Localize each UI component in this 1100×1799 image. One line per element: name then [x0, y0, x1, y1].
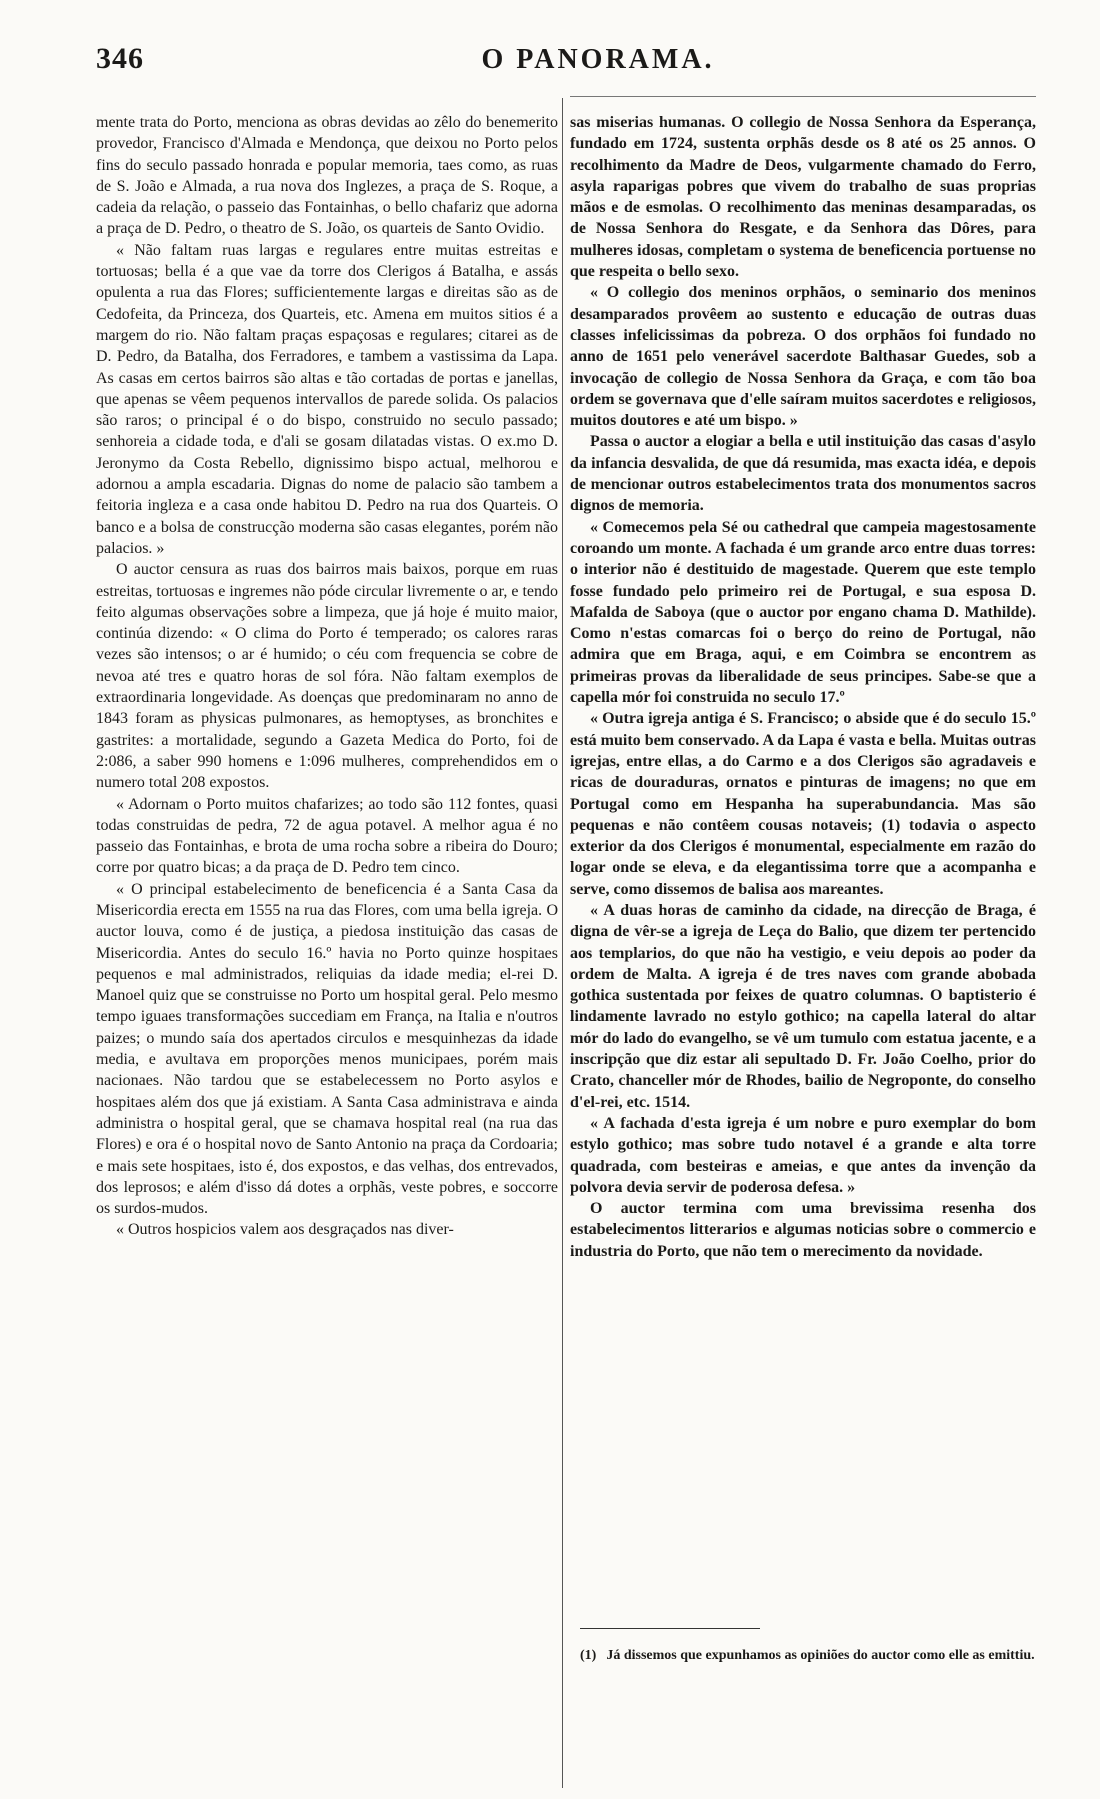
paragraph: « Outros hospicios valem aos desgraçados nas diver- — [116, 1221, 454, 1239]
paragraph: « O collegio dos meninos orphãos, o seminario dos meninos desamparados provêem ao sustento e educação de outras duas classes infelicissimas da pobreza. O dos orphãos foi fundado no anno de 1651 pelo venerável sacerdote Balthasar Guedes, sob a invocação de collegio de Nossa Senhora da Graça, e com tão boa ordem se governava que d'elle saíram muitos sacerdotes e religiosos, muitos doutores e até um bispo. » — [570, 284, 1036, 430]
paragraph: « Outra igreja antiga é S. Francisco; o abside que é do seculo 15.º está muito bem conservado. A da Lapa é vasta e bella. Muitas outras igrejas, entre ellas, a do Carmo e a dos Clerigos são agradaveis e ricas de douraduras, ornatos e pinturas de imagens; no que em Portugal como em Hespanha ha superabundancia. Mas são pequenas e não contêem cousas notaveis; (1) todavia o aspecto exterior da dos Clerigos é monumental, especialmente em razão do logar onde se eleva, e da elegantissima torre que a acompanha e serve, como dissemos de balisa aos mareantes. — [570, 710, 1036, 898]
paragraph: O auctor termina com uma brevissima resenha dos estabelecimentos litterarios e algumas noticias sobre o commercio e industria do Porto, que não tem o merecimento da novidade. — [570, 1200, 1036, 1260]
paragraph: « A fachada d'esta igreja é um nobre e puro exemplar do bom estylo gothico; mas sobre tudo notavel é a grande e alta torre quadrada, com besteiras e ameias, e que antes da invenção da polvora devia servir de poderosa defesa. » — [570, 1114, 1036, 1196]
paragraph: « A duas horas de caminho da cidade, na direcção de Braga, é digna de vêr-se a igreja de Leça do Balio, que dizem ter pertencido aos templarios, do que não ha vestigio, e veiu depois ao poder da ordem de Malta. A igreja é de tres naves com grande abobada gothica sustentada por feixes de quatro columnas. O baptisterio é lindamente lavrado no estylo gothico; na capella lateral do altar mór do lado do evangelho, se vê um tumulo com estatua jacente, e a inscripção que diz estar ali sepultado D. Fr. João Coelho, prior do Crato, chanceller mór de Rhodes, bailio de Negroponte, do conselho d'el-rei, etc. 1514. — [570, 901, 1036, 1111]
journal-title: O PANORAMA. — [481, 44, 715, 75]
paragraph: « Adornam o Porto muitos chafarizes; ao todo são 112 fontes, quasi todas construidas de pedra, 72 de agua potavel. A melhor agua é no passeio das Fontainhas, e brota de uma rocha sobre a ribeira do Douro; corre por quatro bicas; a da praça de D. Pedro tem cinco. — [96, 795, 558, 877]
footnote-text: Já dissemos que expunhamos as opiniões do auctor como elle as emittiu. — [606, 1648, 1035, 1663]
left-column — [96, 112, 558, 1241]
paragraph: O auctor censura as ruas dos bairros mais baixos, porque em ruas estreitas, tortuosas e ingremes não póde circular livremente o ar, e tendo feito algumas observações sobre a limpeza, que já hoje é muito maior, continúa dizendo: « O clima do Porto é temperado; os calores raras vezes são intensos; o ar é humido; o céu com frequencia se cobre de nevoa até tres e quatro horas de sol fóra. Não faltam exemplos de extraordinaria longevidade. As doenças que predominaram no anno de 1843 foram as physicas pulmonares, as hemoptyses, as bronchites e gastrites: a mortalidade, segundo a Gazeta Medica do Porto, foi de 2:086, a saber 990 homens e 1:096 mulheres, comprehendidos em o numero total 208 expostos. — [96, 561, 558, 792]
paragraph: « O principal estabelecimento de beneficencia é a Santa Casa da Misericordia erecta em 1555 na rua das Flores, com uma bella igreja. O auctor louva, como é de justiça, a piedosa instituição das casas de Misericordia. Antes do seculo 16.º havia no Porto quinze hospitaes pequenos e mal administrados, reliquias da idade media; el-rei D. Manoel quiz que se construisse no Porto um hospital geral. Pelo mesmo tempo iguaes transformações succediam em França, na Italia e n'outros paizes; o mundo saía dos apertados circulos e mesquinhezas da idade media, e avultava em proporções menos municipaes, porém mais nacionaes. Não tardou que se estabelecessem no Porto asylos e hospitaes além dos que já existiam. A Santa Casa administrava e ainda administra o hospital geral, que se chamava hospital real (na rua das Flores) e ora é o hospital novo de Santo Antonio na praça da Cordoaria; e mais sete hospitaes, isto é, dos expostos, e das velhas, dos entrevados, dos leprosos; e além d'isso dá dotes a orphãs, veste pobres, e soccorre os surdos-mudos. — [96, 880, 558, 1218]
paragraph: « Comecemos pela Sé ou cathedral que campeia magestosamente coroando um monte. A fachada é um grande arco entre duas torres: o interior não é destituido de magestade. Querem que este templo fosse fundado pelo primeiro rei de Portugal, e sua esposa D. Mafalda de Saboya (que o auctor por engano chama D. Mathilde). Como n'estas comarcas foi o berço do reino de Portugal, não admira que em Braga, aqui, e em Coimbra se encontrem as primeiras provas da liberalidade de seus principes. Sabe-se que a capella mór foi construida no seculo 17.º — [570, 518, 1036, 707]
paragraph: Passa o auctor a elogiar a bella e util instituição das casas d'asylo da infancia desvalida, de que dá resumida, mas exacta idéa, e depois de mencionar outros estabelecimentos trata dos monumentos sacros dignos de memoria. — [570, 433, 1036, 515]
footnote — [580, 1646, 1036, 1665]
footnote-rule — [580, 1628, 760, 1629]
page-number: 346 — [96, 42, 144, 75]
page-header — [96, 42, 1040, 90]
column-divider — [562, 98, 563, 1788]
footnote-marker: (1) — [580, 1648, 597, 1663]
right-column — [570, 112, 1036, 1262]
paragraph: sas miserias humanas. O collegio de Nossa Senhora da Esperança, fundado em 1724, sustenta orphãs desde os 8 até os 25 annos. O recolhimento da Madre de Deos, vulgarmente chamado do Ferro, asyla raparigas pobres que vivem do trabalho de suas proprias mãos e de esmolas. O recolhimento das meninas desamparadas, os de Nossa Senhora do Resgate, e da Senhora das Dôres, para mulheres idosas, completam o systema de beneficencia portuense no que respeita o bello sexo. — [570, 114, 1036, 281]
header-rule — [570, 96, 1036, 97]
paragraph: mente trata do Porto, menciona as obras devidas ao zêlo do benemerito provedor, Francisco d'Almada e Mendonça, que deixou no Porto pelos fins do seculo passado honrada e popular memoria, taes como, as ruas de S. João e Almada, a rua nova dos Inglezes, a praça de S. Roque, a cadeia da relação, o passeio das Fontainhas, o bello chafariz que adorna a praça de D. Pedro, o theatro de S. João, os quarteis de Santo Ovidio. — [96, 114, 558, 238]
paragraph: « Não faltam ruas largas e regulares entre muitas estreitas e tortuosas; bella é a que vae da torre dos Clerigos á Batalha, e assás opulenta a rua das Flores; sufficientemente largas e direitas são as de Cedofeita, da Princeza, dos Quarteis, etc. Amena em muitos sitios é a margem do rio. Não faltam praças espaçosas e regulares; citarei as de D. Pedro, da Batalha, dos Ferradores, e tambem a vastissima da Lapa. As casas em certos bairros são altas e tão cortadas de portas e janellas, que apenas se vêem pequenos intervallos de parede solida. Os palacios são raros; o principal é o do bispo, construido no seculo passado; senhoreia a cidade toda, e d'ali se gosam dilatadas vistas. O ex.mo D. Jeronymo da Costa Rebello, dignissimo bispo actual, melhorou e adornou a ampla escadaria. Dignas do nome de palacio são tambem a feitoria ingleza e a casa onde habitou D. Pedro na rua dos Quarteis. O banco e a bolsa de construcção moderna são casas elegantes, porém não palacios. » — [96, 241, 558, 557]
